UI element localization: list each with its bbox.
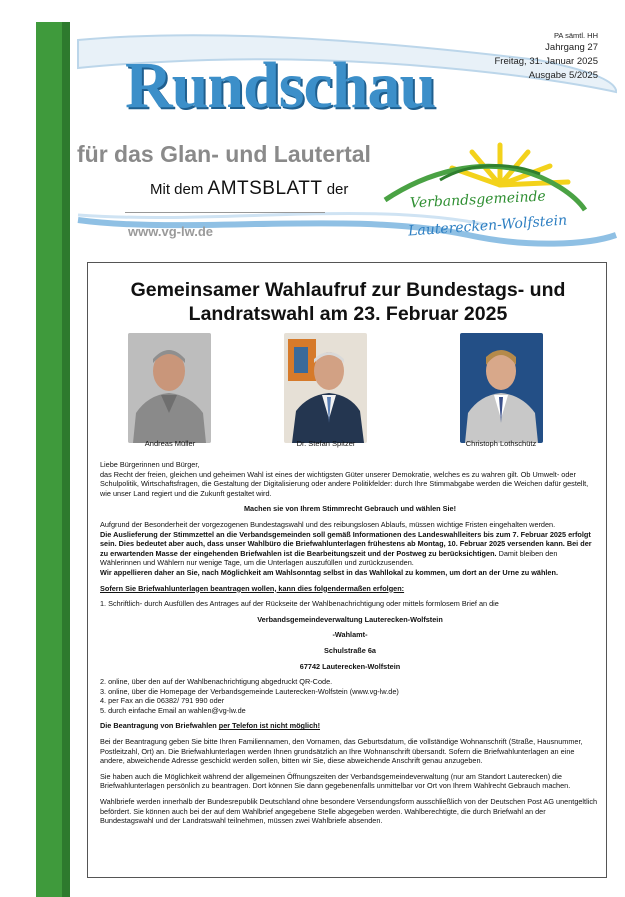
request-heading: Sofern Sie Briefwahlunterlagen beantragen wollen, kann dies folgendermaßen erfolgen:	[100, 583, 405, 593]
amtsblatt-word: AMTSBLATT	[207, 178, 323, 199]
caption-2: Dr. Stefan Spitzer	[296, 439, 356, 448]
article-box	[87, 262, 607, 878]
issue-number: Ausgabe 5/2025	[528, 70, 598, 81]
website-link[interactable]: www.vg-lw.de	[128, 224, 213, 239]
vg-name-line2: Lauterecken-Wolfstein	[407, 212, 568, 240]
list-item-5[interactable]: 5. durch einfache Email an wahlen@vg-lw.de	[100, 705, 246, 715]
paragraph-2-final: Wir appellieren daher an Sie, nach Möglichkeit am Wahlsonntag selbst in das Wahllokal zu kommen, um dort an der Urne zu wählen.	[100, 567, 558, 577]
headline-line1: Gemeinsamer Wahlaufruf zur Bundestags- und	[130, 279, 566, 301]
amtsblatt-line	[150, 178, 348, 200]
paragraph-3: Bei der Beantragung geben Sie bitte Ihren Familiennamen, den Vornamen, das Geburtsdatum, die vollständige Wohnanschrift (Straße, Hausnummer, Postleitzahl, Ort) an. Die Briefwahlunterlagen werden Ihnen grundsätzlich an Ihre Wohnanschrift übersandt. Sofern die Briefwahlunterlagen an eine andere, abweichende Adresse geschickt werden sollen, bitten wir Sie, diese abweichende Anschrift genau anzugeben.	[100, 737, 583, 766]
paragraph-4: Sie haben auch die Möglichkeit während der allgemeinen Öffnungszeiten der Verbandsgemeindeverwaltung (nur am Standort Lauterecken) die Briefwahlunterlagen persönlich zu beantragen. Dort können Sie dann gegebenenfalls unmittelbar vor Ort von Ihrem Wahlrecht Gebrauch machen.	[100, 771, 571, 791]
greeting: Liebe Bürgerinnen und Bürger,	[100, 460, 200, 469]
newspaper-title: Rundschau	[125, 49, 436, 122]
portrait-photo	[460, 333, 543, 443]
pa-text: PA sämtl. HH	[553, 31, 598, 40]
list-item-4: 4. per Fax an die 06382/ 791 990 oder	[100, 696, 225, 706]
portrait-photo	[128, 333, 211, 443]
caption-3: Christoph Lothschütz	[465, 439, 537, 448]
article-headline	[88, 278, 608, 326]
paragraph-2-bold: Die Auslieferung der Stimmzettel an die Verbandsgemeinden soll gemäß Informationen des Landeswahlleiters bis zum 7. Februar 2025 erfolgt sein. Dies bedeutet aber auch, dass unser Wahlbüro die Briefwahlunterlagen frühestens ab Montag, 10. Februar 2025 versenden kann. Bei der zu erwartenden Masse der eingehenden Briefwahlen ist die Bearbeitungszeit und der Postweg zu berücksichtigen.	[100, 529, 592, 558]
issue-date: Freitag, 31. Januar 2025	[494, 56, 598, 67]
paragraph-2: Aufgrund der Besonderheit der vorgezogenen Bundestagswahl und des reibungslosen Ablaufs, müssen wichtige Fristen eingehalten werden.	[100, 519, 556, 529]
issue-info	[494, 30, 598, 83]
address-line: Verbandsgemeindeverwaltung Lauterecken-Wolfstein	[257, 614, 443, 624]
intro-paragraph	[100, 460, 600, 498]
vg-name-line1: Verbandsgemeinde	[409, 188, 547, 212]
phone-note-pre: Die Beantragung von Briefwahlen	[100, 721, 219, 731]
list-item-2: 2. online, über den auf der Wahlbenachrichtigung abgedruckt QR-Code.	[100, 677, 333, 687]
portrait-photo	[284, 333, 367, 443]
caption-1: Andreas Müller	[144, 439, 196, 448]
address-line: Schulstraße 6a	[324, 645, 376, 655]
paragraph-2-tail: Damit bleiben den Wählerinnen und Wählern nur wenige Tage, um die Unterlagen auszufüllen und zurückzusenden.	[100, 548, 558, 568]
article-body	[100, 460, 600, 832]
phone-note-underlined: per Telefon ist nicht möglich!	[218, 721, 321, 731]
address-line: 67742 Lauterecken-Wolfstein	[299, 661, 401, 671]
deadline-paragraph	[100, 520, 600, 578]
newspaper-subtitle: für das Glan- und Lautertal	[77, 141, 371, 167]
phone-note	[100, 721, 600, 731]
headline-line2: Landratswahl am 23. Februar 2025	[188, 303, 508, 325]
jahrgang: Jahrgang 27	[545, 42, 598, 53]
divider	[125, 212, 325, 213]
address-line: -Wahlamt-	[332, 630, 368, 640]
amtsblatt-post: der	[326, 181, 349, 198]
amtsblatt-pre: Mit dem	[150, 181, 204, 198]
list-item-3[interactable]: 3. online, über die Homepage der Verbandsgemeinde Lauterecken-Wolfstein (www.vg-lw.de)	[100, 686, 399, 696]
appeal-line: Machen sie von Ihrem Stimmrecht Gebrauch und wählen Sie!	[243, 504, 457, 514]
paragraph-5: Wahlbriefe werden innerhalb der Bundesrepublik Deutschland ohne besondere Versendungsform ausschließlich von der Deutschen Post AG unentgeltlich befördert. Sie können auch bei der auf dem Wahlbrief angegebene Stelle abgegeben werden. Wahlberechtigte, die durch Briefwahl an der Bundestagswahl und der Landratswahl teilnehmen, müssen zwei Wahlbriefe absenden.	[100, 797, 598, 826]
paragraph-1: das Recht der freien, gleichen und geheimen Wahl ist eines der wichtigsten Güter unserer Demokratie, welches es zu wahren gilt. Ob Umwelt- oder Schulpolitik, Wirtschaftsfragen, die Gestaltung der Digitalisierung oder andere Politikfelder: durch Ihre Stimmabgabe werden die Weichen dafür gestellt, wie unser Land regiert und die Zukunft gestaltet wird.	[100, 469, 589, 498]
list-item-1: 1. Schriftlich- durch Ausfüllen des Antrages auf der Rückseite der Wahlbenachrichtigung oder mittels formlosem Brief an die	[100, 599, 499, 609]
